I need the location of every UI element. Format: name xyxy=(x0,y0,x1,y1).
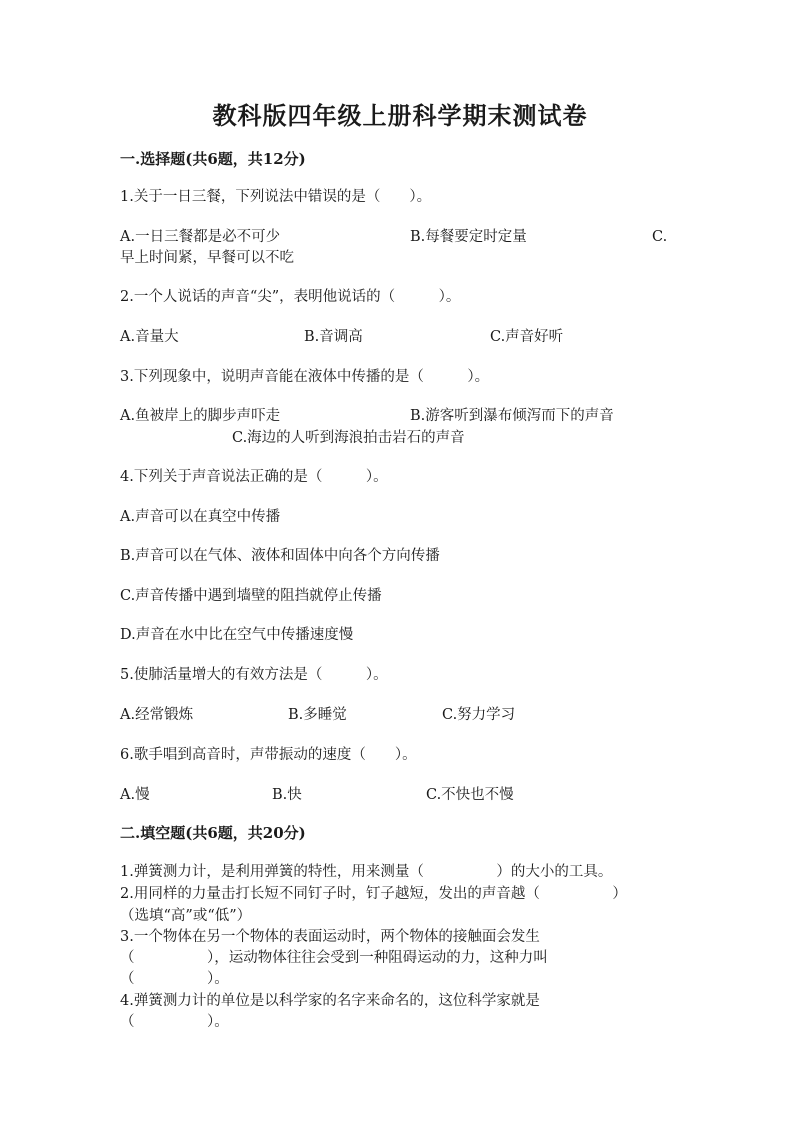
question-4-stem: 4.下列关于声音说法正确的是（ ）。 xyxy=(120,469,388,485)
question-1-option-c-label: C. xyxy=(652,229,668,245)
question-4-option-c: C.声音传播中遇到墙壁的阻挡就停止传播 xyxy=(120,588,382,604)
question-5-option-a: A.经常锻炼 xyxy=(120,707,194,723)
fill-in-line: 4.弹簧测力计的单位是以科学家的名字来命名的，这位科学家就是 xyxy=(120,993,540,1009)
question-6-option-c: C.不快也不慢 xyxy=(426,787,514,803)
question-3-option-a: A.鱼被岸上的脚步声吓走 xyxy=(120,408,281,424)
question-6-option-a: A.慢 xyxy=(120,787,150,803)
question-1-option-a: A.一日三餐都是必不可少 xyxy=(120,229,281,245)
question-6-option-b: B.快 xyxy=(272,787,302,803)
question-1-option-c-text: 早上时间紧，早餐可以不吃 xyxy=(120,250,294,266)
question-5-option-b: B.多睡觉 xyxy=(288,707,347,723)
section-heading-choice: 一.选择题(共6题，共12分) xyxy=(120,150,306,168)
question-3-stem: 3.下列现象中，说明声音能在液体中传播的是（ ）。 xyxy=(120,369,490,385)
page-title: 教科版四年级上册科学期末测试卷 xyxy=(212,101,588,130)
fill-in-line: 1.弹簧测力计，是利用弹簧的特性，用来测量（ ）的大小的工具。 xyxy=(120,864,613,880)
fill-in-line: 3.一个物体在另一个物体的表面运动时，两个物体的接触面会发生 xyxy=(120,929,540,945)
question-5-option-c: C.努力学习 xyxy=(442,707,516,723)
section-heading-fill-in: 二.填空题(共6题，共20分) xyxy=(120,824,306,842)
question-3-option-b: B.游客听到瀑布倾泻而下的声音 xyxy=(410,408,614,424)
question-2-option-b: B.音调高 xyxy=(304,329,363,345)
fill-in-line: （ ）。 xyxy=(120,971,229,987)
question-1-option-b: B.每餐要定时定量 xyxy=(410,229,527,245)
fill-in-line: 2.用同样的力量击打长短不同钉子时，钉子越短，发出的声音越（ ） xyxy=(120,886,627,902)
question-1-stem: 1.关于一日三餐，下列说法中错误的是（ ）。 xyxy=(120,189,432,205)
fill-in-line: （ ），运动物体往往会受到一种阻碍运动的力，这种力叫 xyxy=(120,950,548,966)
question-2-stem: 2.一个人说话的声音“尖”，表明他说话的（ ）。 xyxy=(120,289,461,305)
question-2-option-a: A.音量大 xyxy=(120,329,179,345)
question-4-option-a: A.声音可以在真空中传播 xyxy=(120,509,281,525)
fill-in-line: （ ）。 xyxy=(120,1014,229,1030)
question-6-stem: 6.歌手唱到高音时，声带振动的速度（ ）。 xyxy=(120,747,417,763)
question-2-option-c: C.声音好听 xyxy=(490,329,564,345)
question-3-option-c: C.海边的人听到海浪拍击岩石的声音 xyxy=(232,430,465,446)
question-4-option-b: B.声音可以在气体、液体和固体中向各个方向传播 xyxy=(120,548,440,564)
question-4-option-d: D.声音在水中比在空气中传播速度慢 xyxy=(120,627,354,643)
question-5-stem: 5.使肺活量增大的有效方法是（ ）。 xyxy=(120,667,388,683)
fill-in-line: （选填“高”或“低”） xyxy=(120,908,252,924)
